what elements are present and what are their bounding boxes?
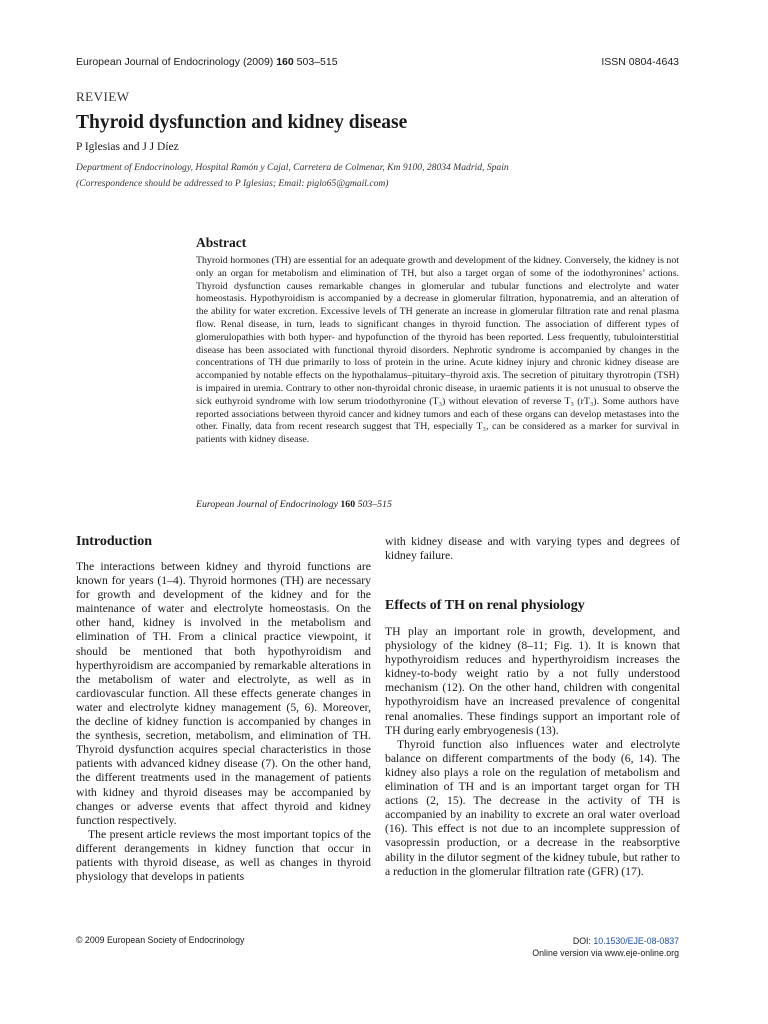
affiliation: Department of Endocrinology, Hospital Ramón y Cajal, Carretera de Colmenar, Km 9100, 28034 Madrid, Spain: [76, 162, 509, 173]
article-title: Thyroid dysfunction and kidney disease: [76, 112, 408, 133]
section-label: REVIEW: [76, 89, 130, 104]
effects-heading: Effects of TH on renal physiology: [385, 598, 585, 613]
correspondence: (Correspondence should be addressed to P Iglesias; Email: piglo65@gmail.com): [76, 178, 389, 189]
journal-citation: European Journal of Endocrinology (2009) 160 503–515: [76, 56, 338, 68]
copyright: © 2009 European Society of Endocrinology: [76, 935, 245, 945]
doi-link[interactable]: 10.1530/EJE-08-0837: [593, 936, 679, 946]
effects-paragraph-1: TH play an important role in growth, development, and physiology of the kidney (8–11; Fig. 1). It is known that hypothyroidism reduces and hyperthyroidism increases the kidney-to-body weight ratio by a not fully understood mechanism (12). On the other hand, children with congenital hypothyroidism have an increased prevalence of congenital renal anomalies. These findings support an important role of TH during early embryogenesis (13).: [385, 625, 680, 737]
online-line: Online version via www.eje-online.org: [532, 948, 679, 958]
introduction-paragraph-2: The present article reviews the most important topics of the different derangements in kidney function that occur in patients with thyroid disease, as well as changes in thyroid physiology that develops in patients: [76, 827, 371, 884]
abstract-body: Thyroid hormones (TH) are essential for an adequate growth and development of the kidney. Conversely, the kidney is not only an organ for metabolism and elimination of TH, but also a target organ of some of the iodothyronines’ actions. Thyroid dysfunction causes remarkable changes in glomerular and tubular functions and electrolyte and water homeostasis. Hypothyroidism is accompanied by a decrease in glomerular filtration, hyponatremia, and an alteration of the ability for water excretion. Excessive levels of TH generate an increase in glomerular filtration rate and renal plasma flow. Renal disease, in turn, leads to significant changes in thyroid function. The association of different types of glomerulopathies with both hyper- and hypofunction of the thyroid has been reported. Less frequently, tubulointerstitial disease has been associated with functional thyroid disorders. Nephrotic syndrome is accompanied by changes in the concentrations of TH due primarily to loss of protein in the urine. Acute kidney injury and chronic kidney disease are accompanied by notable effects on the hypothalamus–pituitary–thyroid axis. The secretion of pituitary thyrotropin (TSH) is impaired in uremia. Contrary to other non-thyroidal chronic disease, in uraemic patients it is not unusual to observe the sick euthyroid syndrome with low serum triodothyronine (T₃) without elevation of reverse T₃ (rT₃). Some authors have reported associations between thyroid cancer and kidney tumors and each of these organs can develop metastases into the other. Finally, data from recent research suggest that TH, especially T₃, can be considered as a marker for survival in patients with kidney disease.: [196, 255, 679, 446]
introduction-heading: Introduction: [76, 534, 152, 549]
effects-paragraph-2: Thyroid function also influences water and electrolyte balance on different compartments of the body (6, 14). The kidney also plays a role on the regulation of metabolism and elimination of TH and is an important target organ for TH actions (2, 15). The decrease in the activity of TH is accompanied by an inability to excrete an oral water overload (16). This effect is not due to an incomplete suppression of vasopressin production, or a decrease in the reabsorptive ability in the dilutor segment of the kidney tubule, but rather to a reduction in the glomerular filtration rate (GFR) (17).: [385, 737, 680, 878]
volume: 160: [276, 56, 294, 68]
introduction-paragraph-2-continued: with kidney disease and with varying types and degrees of kidney failure.: [385, 535, 680, 563]
footer-links: [532, 935, 679, 959]
abstract-citation: European Journal of Endocrinology 160 503–515: [196, 499, 392, 510]
journal-website-link[interactable]: www.eje-online.org: [604, 948, 679, 958]
page-range: 503–515: [296, 56, 338, 68]
issn: ISSN 0804-4643: [601, 56, 679, 68]
abstract-heading: Abstract: [196, 235, 247, 250]
introduction-column: [76, 560, 371, 884]
doi-line: DOI: 10.1530/EJE-08-0837: [572, 936, 679, 946]
running-head: [76, 56, 679, 68]
introduction-continuation: [385, 535, 680, 563]
introduction-paragraph-1: The interactions between kidney and thyroid functions are known for years (1–4). Thyroid hormones (TH) are necessary for growth and development of the kidney and for the maintenance of water and electrolyte homeostasis. On the other hand, kidney is involved in the metabolism and elimination of TH. From a clinical practice viewpoint, it should be mentioned that both hypothyroidism and hyperthyroidism are accompanied by remarkable alterations in the metabolism of water and electrolyte, as well as in cardiovascular function. All these effects generate changes in water and electrolyte kidney management (5, 6). Moreover, the decline of kidney function is accompanied by changes in the synthesis, secretion, metabolism, and elimination of TH. Thyroid dysfunction acquires special characteristics in those patients with advanced kidney disease (7). On the other hand, the different treatments used in the management of patients with kidney and thyroid diseases may be accompanied by changes or adverse events that affect thyroid and kidney function respectively.: [76, 560, 371, 827]
authors: P Iglesias and J J Díez: [76, 141, 179, 153]
effects-column: [385, 625, 680, 879]
